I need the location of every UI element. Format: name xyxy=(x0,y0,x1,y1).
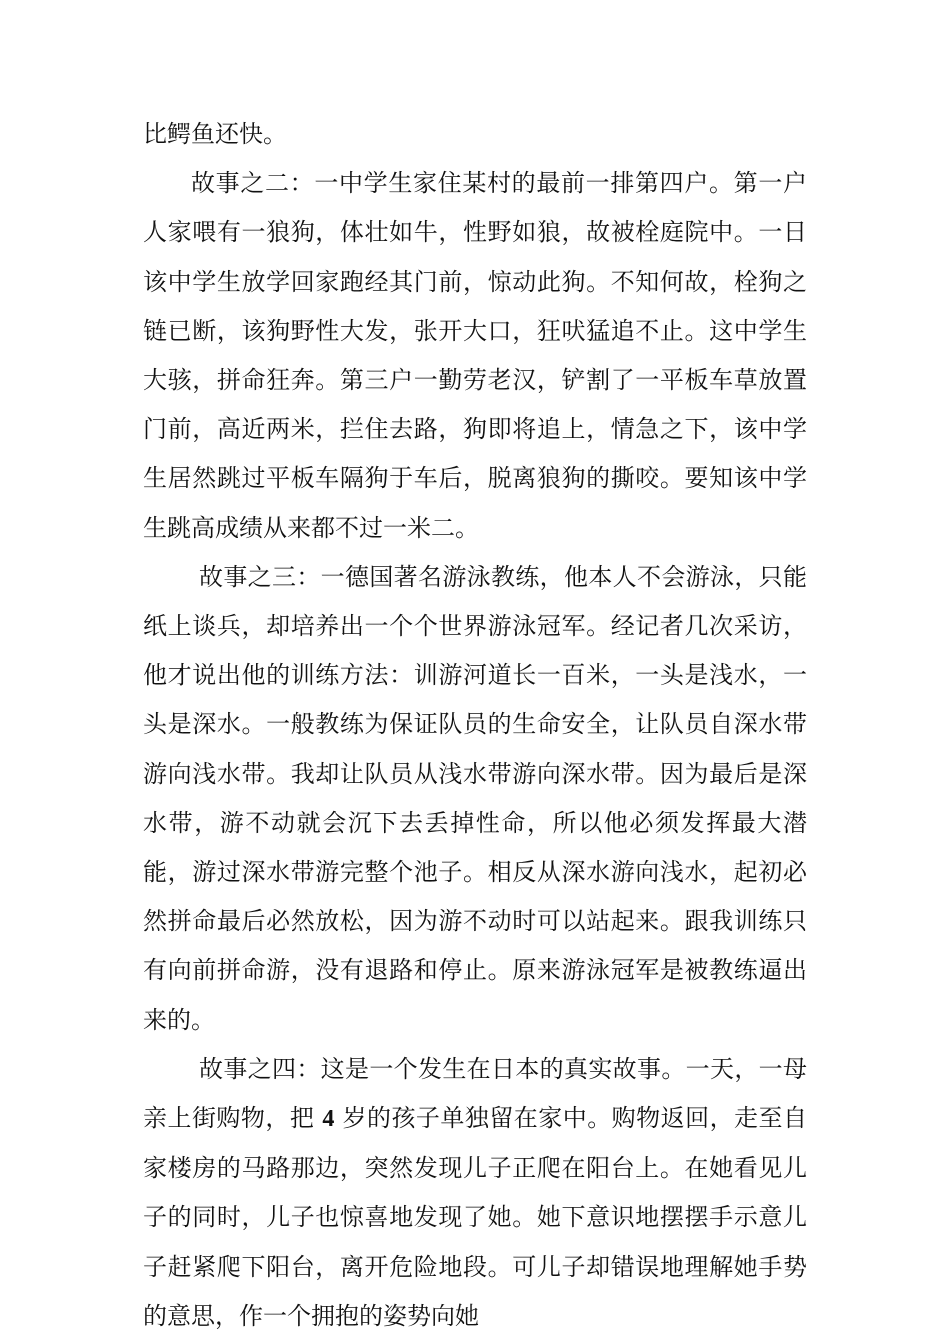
paragraph-story-3 xyxy=(143,553,807,1045)
paragraph-continuation xyxy=(143,110,807,159)
paragraph-text: 比鳄鱼还快。 xyxy=(143,120,287,148)
paragraph-text: 故事之二：一中学生家住某村的最前一排第四户。第一户人家喂有一狼狗，体壮如牛，性野如狼，故被栓庭院中。一日该中学生放学回家跑经其门前，惊动此狗。不知何故，栓狗之链已断，该狗野性大发，张开大口，狂吠猛追不止。这中学生大骇，拼命狂奔。第三户一勤劳老汉，铲割了一平板车草放置门前，高近两米，拦住去路，狗即将追上，情急之下，该中学生居然跳过平板车隔狗于车后，脱离狼狗的撕咬。要知该中学生跳高成绩从来都不过一米二。 xyxy=(143,169,807,542)
paragraph-text: 故事之三：一德国著名游泳教练，他本人不会游泳，只能纸上谈兵，却培养出一个个世界游泳冠军。经记者几次采访，他才说出他的训练方法：训游河道长一百米，一头是浅水，一头是深水。一般教练为保证队员的生命安全，让队员自深水带游向浅水带。我却让队员从浅水带游向深水带。因为最后是深水带，游不动就会沉下去丢掉性命，所以他必须发挥最大潜能，游过深水带游完整个池子。相反从深水游向浅水，起初必然拼命最后必然放松，因为游不动时可以站起来。跟我训练只有向前拼命游，没有退路和停止。原来游泳冠军是被教练逼出来的。 xyxy=(143,562,807,1034)
paragraph-story-4 xyxy=(143,1045,807,1341)
paragraph-text: 故事之四：这是一个发生在日本的真实故事。一天，一母亲上街购物，把 xyxy=(143,1054,807,1133)
paragraph-text: 岁的孩子单独留在家中。购物返回，走至自家楼房的马路那边，突然发现儿子正爬在阳台上。在她看见儿子的同时，儿子也惊喜地发现了她。她下意识地摆摆手示意儿子赶紧爬下阳台，离开危险地段。可儿子却错误地理解她手势的意思，作一个拥抱的姿势向她 xyxy=(143,1104,807,1330)
paragraph-story-2 xyxy=(143,159,807,553)
body-text xyxy=(143,110,807,1341)
age-number: 4 xyxy=(322,1106,335,1133)
